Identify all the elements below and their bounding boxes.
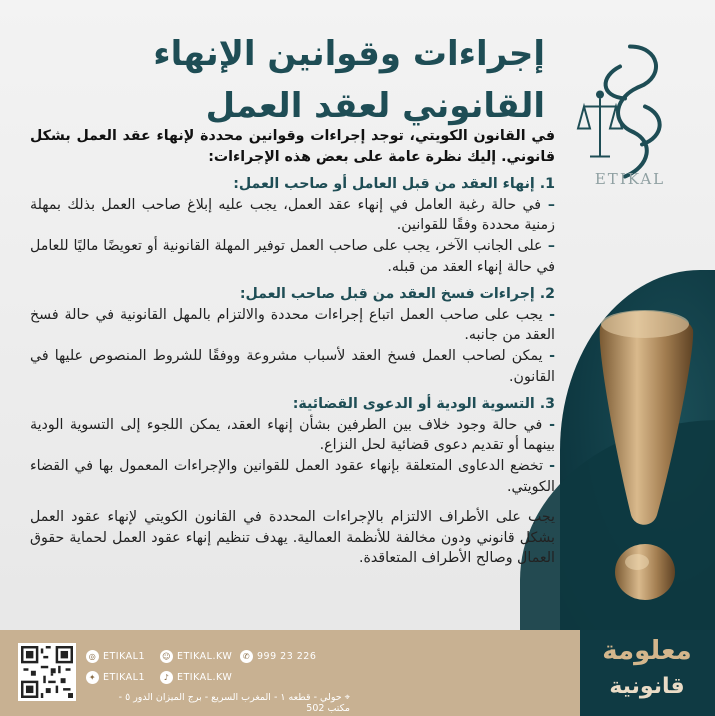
whatsapp-icon: ✆ [240, 650, 253, 663]
section-1-item-1: – في حالة رغبة العامل في إنهاء عقد العمل، يجب عليه إبلاغ صاحب العمل بذلك بمهلة زمنية محددة وفقًا للقوانين. [30, 196, 555, 234]
instagram-handle: ETIKAL1 [103, 651, 146, 662]
section-3-item-1: - في حالة وجود خلاف بين الطرفين بشأن إنهاء العقد، يمكن اللجوء إلى التسوية الودية بينهما أو تقديم دعوى قضائية لحل النزاع. [30, 416, 555, 454]
instagram-contact[interactable] [86, 650, 145, 663]
title-line-1: إجراءات وقوانين الإنهاء [153, 34, 545, 74]
closing-paragraph: يجب على الأطراف الالتزام بالإجراءات المحددة في القانون الكويتي لإنهاء عقود العمل بشكل قانوني ودون مخالفة للأنظمة العمالية. يهدف تنظيم إنهاء عقود العمل لحماية حقوق العمال وصالح الأطراف المتعاقدة. [30, 509, 555, 567]
snapchat-icon: ☺ [160, 650, 173, 663]
section-1-item-2: – على الجانب الآخر، يجب على صاحب العمل توفير المهلة القانونية أو تعويضًا ماليًا للعامل في حالة إنهاء العقد من قبله. [30, 237, 555, 275]
article-body [30, 126, 555, 569]
tag-line-2: قانونية [609, 674, 685, 699]
website-handle: ETIKAL.KW [177, 651, 233, 662]
exclamation-icon [585, 300, 705, 620]
legal-info-tag [584, 632, 710, 704]
section-3-item-2: - تخضع الدعاوى المتعلقة بإنهاء عقود العمل للقوانين والإجراءات المعمول بها في القضاء الكويتي. [30, 457, 555, 495]
location-icon: ⌖ [341, 692, 350, 703]
twitter-icon: ✦ [86, 671, 99, 684]
section-3-heading: 3. التسوية الودية أو الدعوى القضائية: [292, 396, 555, 413]
section-2-item-2: - يمكن لصاحب العمل فسخ العقد لأسباب مشروعة ووفقًا للشروط المنصوص عليها في القانون. [30, 347, 556, 385]
website-contact[interactable] [160, 650, 232, 663]
intro-paragraph: في القانون الكويتي، توجد إجراءات وقوانين محددة لإنهاء عقد العمل بشكل قانوني. إليك نظرة عامة على بعض هذه الإجراءات: [30, 128, 555, 165]
instagram-icon: ◎ [86, 650, 99, 663]
tiktok-handle: ETIKAL.KW [177, 672, 233, 683]
title-line-2: القانوني لعقد العمل [205, 86, 545, 126]
twitter-contact[interactable] [86, 671, 145, 684]
tiktok-icon: ♪ [160, 671, 173, 684]
logo-wordmark: ETIKAL [594, 170, 666, 188]
phone-contact[interactable] [240, 650, 316, 663]
phone-number: 999 23 226 [257, 651, 317, 662]
address [100, 692, 350, 714]
section-2-heading: 2. إجراءات فسخ العقد من قبل صاحب العمل: [239, 286, 555, 303]
tag-line-1: معلومة [602, 636, 692, 666]
page-title [150, 28, 545, 132]
address-text: حولي - قطعه ١ - المغرب السريع - برج الميزان الدور ٥ - مكتب 502 [118, 692, 350, 714]
section-1-heading: 1. إنهاء العقد من قبل العامل أو صاحب العمل: [233, 176, 555, 193]
section-2-item-1: - يجب على صاحب العمل اتباع إجراءات محددة والالتزام بالمهل القانونية في حالة فسخ العقد من جانبه. [30, 306, 556, 344]
qr-code[interactable] [18, 643, 76, 701]
tiktok-contact[interactable] [160, 671, 232, 684]
twitter-handle: ETIKAL1 [103, 672, 146, 683]
